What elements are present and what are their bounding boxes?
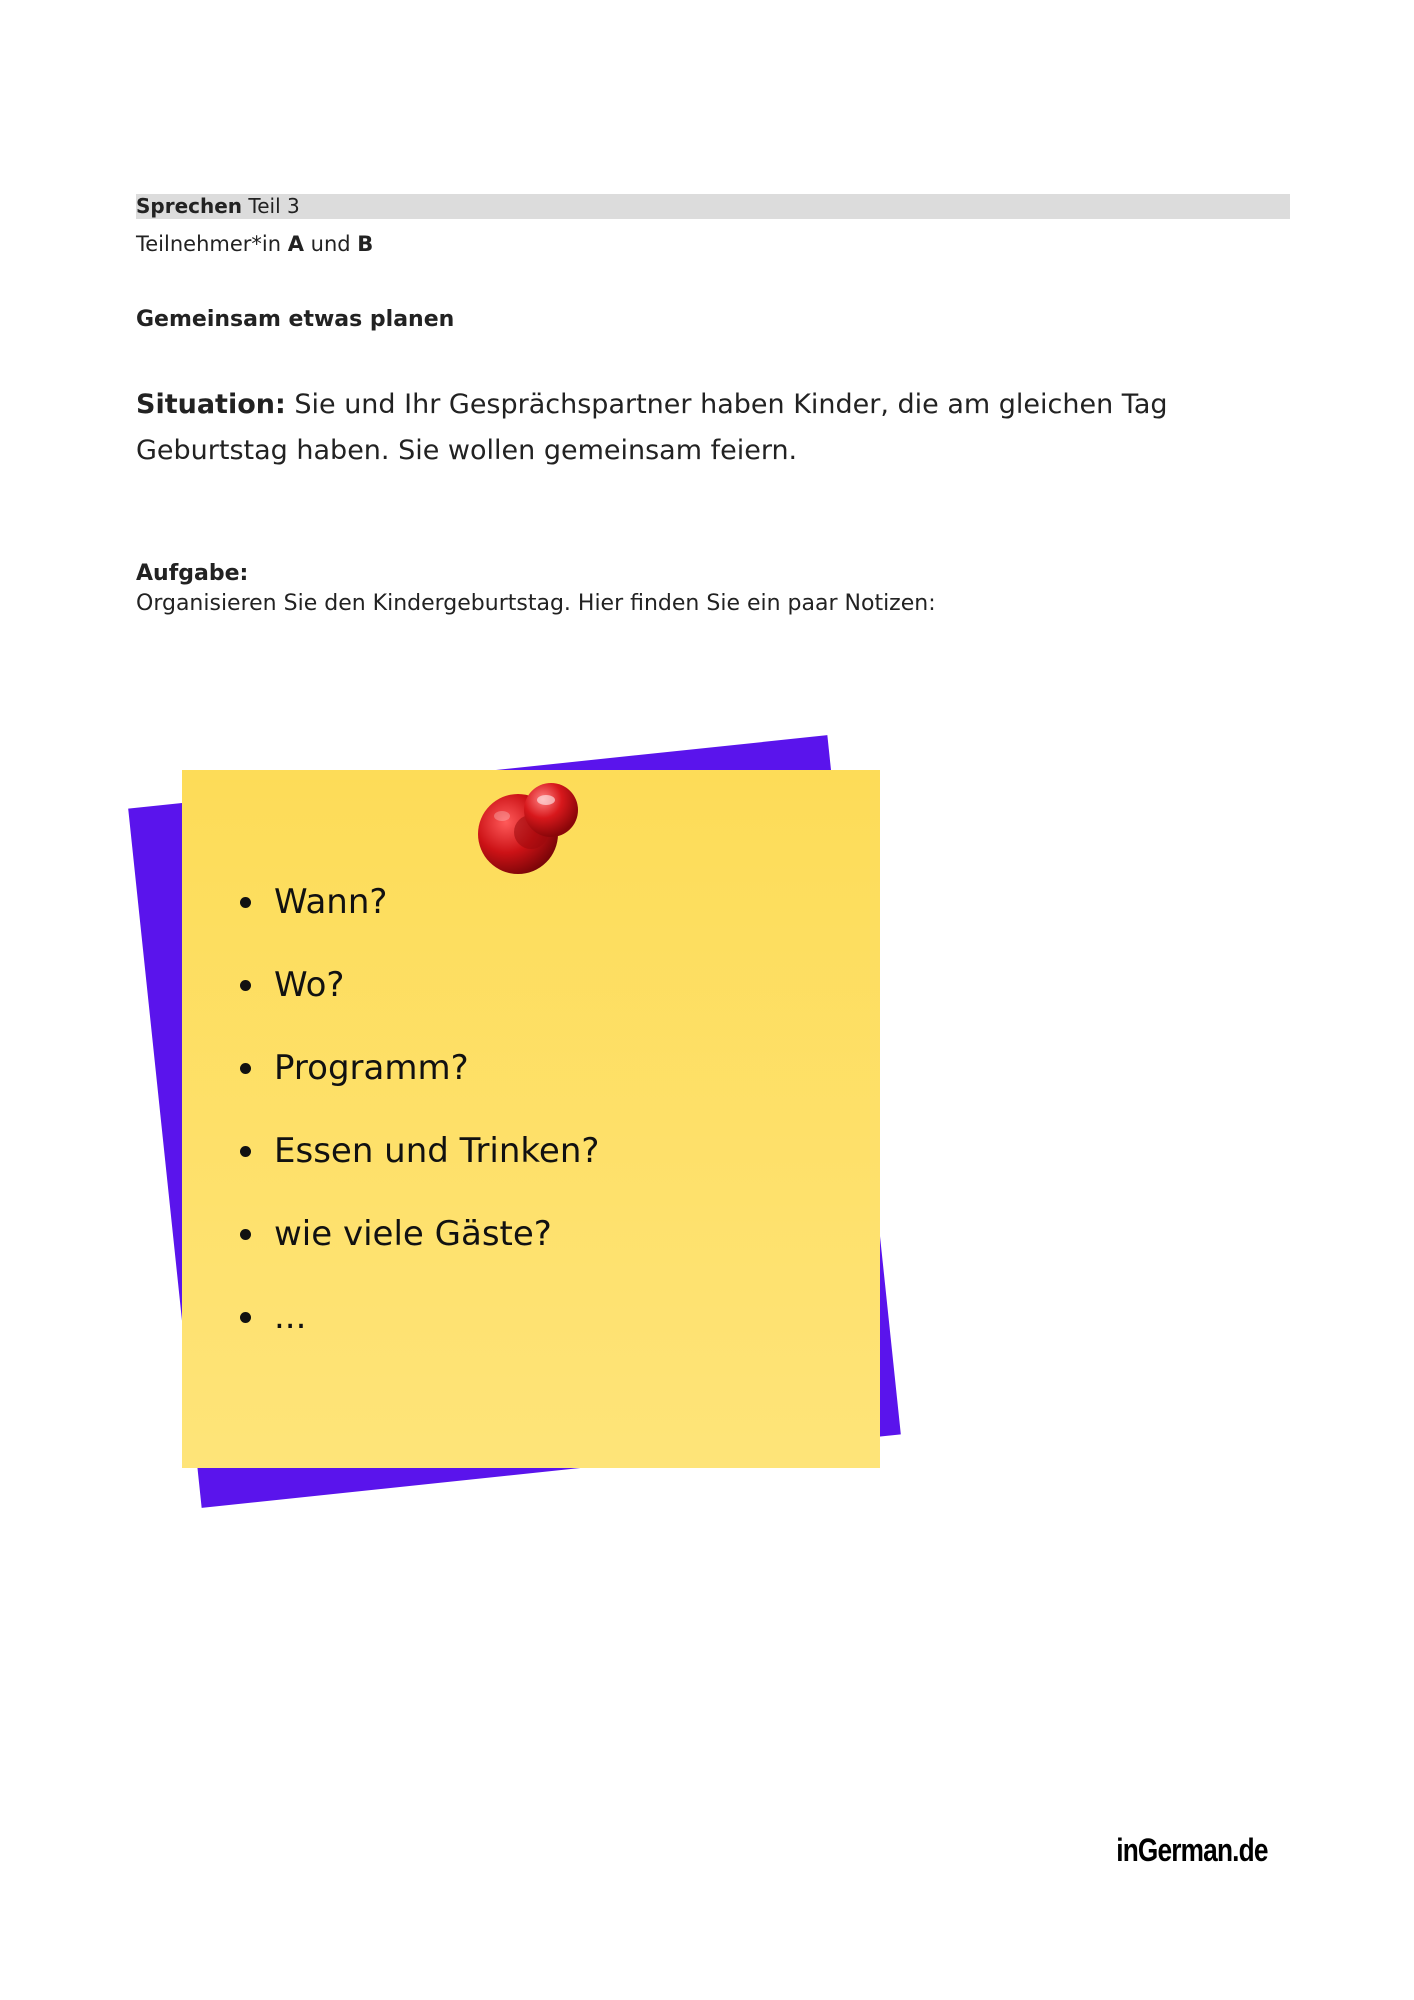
bullet-icon: [240, 980, 251, 991]
bullet-icon: [240, 1146, 251, 1157]
list-item: [240, 1048, 599, 1131]
list-item: [240, 1131, 599, 1214]
list-item-text: Programm?: [274, 1048, 469, 1088]
brand-logo: inGerman.de: [1116, 1832, 1268, 1868]
list-item-text: ...: [274, 1297, 307, 1337]
bullet-icon: [240, 1229, 251, 1240]
list-item: [240, 882, 599, 965]
situation-text: Sie und Ihr Gesprächspartner haben Kinder, die am gleichen Tag Geburtstag haben. Sie wollen gemeinsam feiern.: [136, 389, 1168, 466]
aufgabe-label: Aufgabe:: [136, 561, 249, 586]
list-item-text: Essen und Trinken?: [274, 1131, 600, 1171]
pushpin-icon: [476, 780, 586, 890]
section-part: Teil 3: [242, 194, 300, 218]
list-item: [240, 1297, 599, 1380]
bullet-icon: [240, 1063, 251, 1074]
list-item-text: wie viele Gäste?: [274, 1214, 552, 1254]
aufgabe-text: Organisieren Sie den Kindergeburtstag. Hier finden Sie ein paar Notizen:: [136, 591, 936, 616]
participants-line: [136, 230, 373, 258]
section-title: Sprechen: [136, 194, 243, 218]
list-item-text: Wo?: [274, 965, 345, 1005]
note-list: [240, 882, 599, 1380]
bullet-icon: [240, 897, 251, 908]
section-header-bar: [136, 194, 1290, 219]
bullet-icon: [240, 1312, 251, 1323]
list-item: [240, 965, 599, 1048]
situation-paragraph: [136, 382, 1296, 474]
task-title: Gemeinsam etwas planen: [136, 307, 455, 332]
participant-a: A: [287, 232, 304, 256]
list-item: [240, 1214, 599, 1297]
participant-b: B: [357, 232, 374, 256]
situation-label: Situation:: [136, 389, 286, 420]
list-item-text: Wann?: [274, 882, 388, 922]
participants-prefix: Teilnehmer*in: [136, 232, 288, 256]
participants-and: und: [303, 232, 358, 256]
